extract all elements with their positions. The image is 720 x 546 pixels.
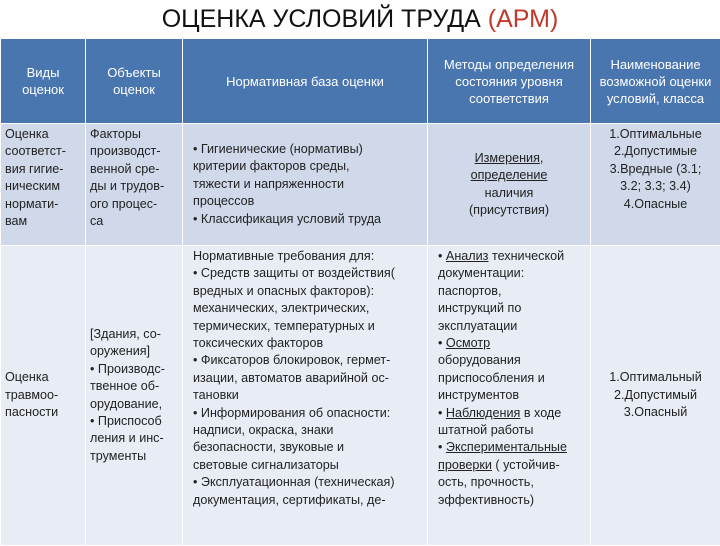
title-text: ОЦЕНКА УСЛОВИЙ ТРУДА [162,5,488,33]
row2-assessment-type: Оценка травмоо- пасности [1,246,86,546]
title-accent: (АРМ) [488,5,559,33]
header-row [1,39,720,124]
header-methods: Методы определения состояния уровня соответствия [428,39,591,124]
assessment-table [0,38,720,546]
row2-objects: [Здания, со- оружения] • Производс- твенное об- орудование, • Приспособ ления и инс- трументы [86,246,183,546]
row2-methods: • Анализ технической документации: паспортов, инструкций по эксплуатации • Осмотр оборудования приспособления и инструментов • Наблюдения в ходе штатной работы • Экспериментальные проверки ( устойчив- ость, прочность, эффективность) [428,246,591,546]
page-title [0,0,720,38]
row2-assessment-class: 1.Оптимальный 2.Допустимый 3.Опасный [591,246,720,546]
table-row [1,124,720,246]
row2-normative-base: Нормативные требования для: • Средств защиты от воздействия( вредных и опасных факторов): механических, электрических, термических, температурных и токсических факторов • Фиксаторов блокировок, гермет- изации, автоматов аварийной ос- тановки • Информирования об опасности: надписи, окраска, знаки безопасности, звуковые и световые сигнализаторы • Эксплуатационная (техническая) документация, сертификаты, де- [183,246,428,546]
table-row [1,246,720,546]
row1-methods: Измерения, определение наличия (присутствия) [428,124,591,246]
header-assessment-class: Наименование возможной оценки условий, класса [591,39,720,124]
header-assessment-types: Виды оценок [1,39,86,124]
header-assessment-objects: Объекты оценок [86,39,183,124]
row1-assessment-type: Оценка соответст- вия гигие- ническим нормати- вам [1,124,86,246]
row1-objects: Факторы производст- венной сре- ды и трудов- ого процес- са [86,124,183,246]
row1-assessment-class: 1.Оптимальные 2.Допустимые 3.Вредные (3.1; 3.2; 3.3; 3.4) 4.Опасные [591,124,720,246]
row1-normative-base: • Гигиенические (нормативы) критерии факторов среды, тяжести и напряженности процессов • Классификация условий труда [183,124,428,246]
header-normative-base: Нормативная база оценки [183,39,428,124]
